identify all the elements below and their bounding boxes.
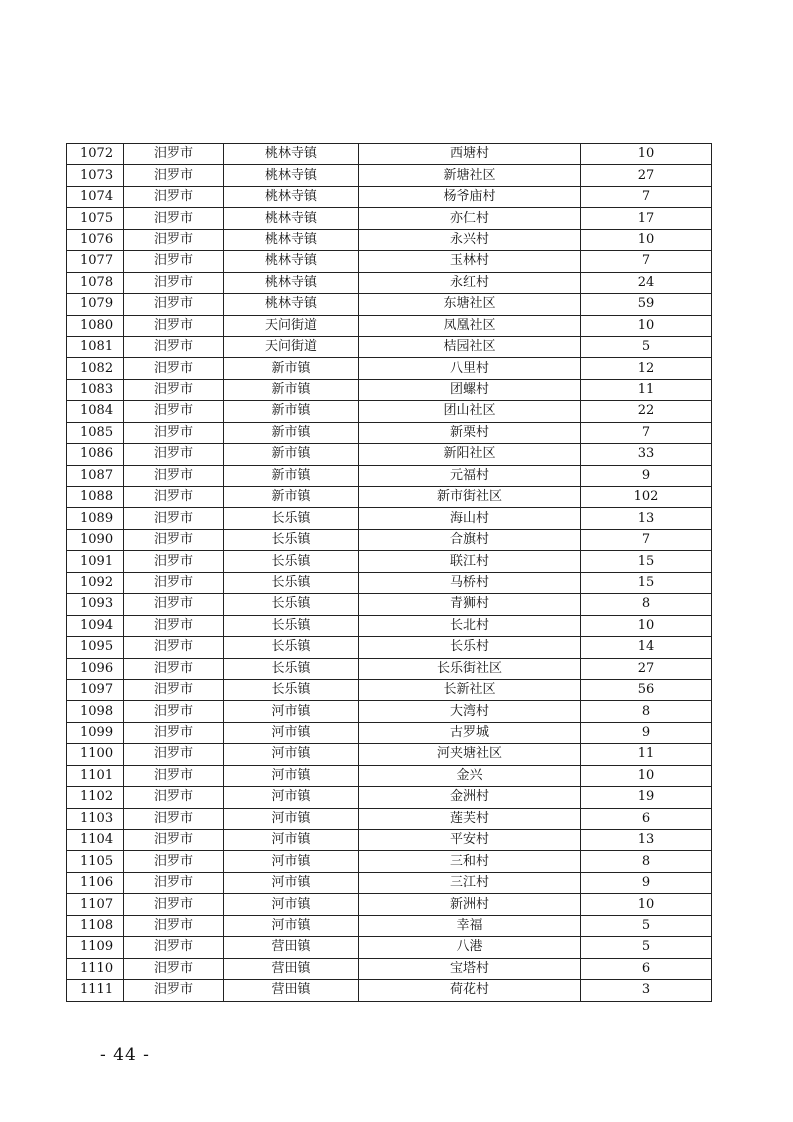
village-cell: 合旗村: [359, 529, 581, 550]
city-cell: 汨罗市: [124, 144, 224, 165]
village-cell: 三江村: [359, 872, 581, 893]
city-cell: 汨罗市: [124, 487, 224, 508]
table-row: [67, 508, 712, 529]
village-cell: 金兴: [359, 765, 581, 786]
row-number-cell: 1106: [67, 872, 124, 893]
table-row: [67, 830, 712, 851]
row-number-cell: 1087: [67, 465, 124, 486]
town-cell: 桃林寺镇: [224, 144, 359, 165]
row-number-cell: 1093: [67, 594, 124, 615]
city-cell: 汨罗市: [124, 208, 224, 229]
row-number-cell: 1104: [67, 830, 124, 851]
village-cell: 三和村: [359, 851, 581, 872]
city-cell: 汨罗市: [124, 529, 224, 550]
village-cell: 永红村: [359, 272, 581, 293]
table-row: [67, 787, 712, 808]
row-number-cell: 1075: [67, 208, 124, 229]
table-row: [67, 165, 712, 186]
village-cell: 河夹塘社区: [359, 744, 581, 765]
table-row: [67, 894, 712, 915]
count-cell: 22: [581, 401, 712, 422]
table-row: [67, 551, 712, 572]
row-number-cell: 1080: [67, 315, 124, 336]
row-number-cell: 1072: [67, 144, 124, 165]
city-cell: 汨罗市: [124, 958, 224, 979]
row-number-cell: 1092: [67, 572, 124, 593]
count-cell: 14: [581, 637, 712, 658]
count-cell: 9: [581, 465, 712, 486]
town-cell: 长乐镇: [224, 529, 359, 550]
village-cell: 元福村: [359, 465, 581, 486]
table-row: [67, 444, 712, 465]
village-cell: 金洲村: [359, 787, 581, 808]
table-row: [67, 208, 712, 229]
count-cell: 59: [581, 294, 712, 315]
village-cell: 大湾村: [359, 701, 581, 722]
city-cell: 汨罗市: [124, 572, 224, 593]
row-number-cell: 1100: [67, 744, 124, 765]
count-cell: 9: [581, 722, 712, 743]
city-cell: 汨罗市: [124, 679, 224, 700]
village-cell: 亦仁村: [359, 208, 581, 229]
count-cell: 12: [581, 358, 712, 379]
count-cell: 11: [581, 379, 712, 400]
town-cell: 营田镇: [224, 958, 359, 979]
town-cell: 河市镇: [224, 765, 359, 786]
village-cell: 荷花村: [359, 980, 581, 1001]
row-number-cell: 1091: [67, 551, 124, 572]
city-cell: 汨罗市: [124, 401, 224, 422]
village-cell: 宝塔村: [359, 958, 581, 979]
city-cell: 汨罗市: [124, 551, 224, 572]
table-row: [67, 722, 712, 743]
table-row: [67, 851, 712, 872]
village-cell: 玉林村: [359, 251, 581, 272]
table-row: [67, 915, 712, 936]
table-row: [67, 358, 712, 379]
town-cell: 新市镇: [224, 358, 359, 379]
row-number-cell: 1110: [67, 958, 124, 979]
count-cell: 24: [581, 272, 712, 293]
village-cell: 联江村: [359, 551, 581, 572]
city-cell: 汨罗市: [124, 830, 224, 851]
village-cell: 古罗城: [359, 722, 581, 743]
page-number: - 44 -: [100, 1045, 150, 1065]
city-cell: 汨罗市: [124, 379, 224, 400]
town-cell: 营田镇: [224, 937, 359, 958]
town-cell: 天问街道: [224, 315, 359, 336]
count-cell: 6: [581, 958, 712, 979]
row-number-cell: 1073: [67, 165, 124, 186]
city-cell: 汨罗市: [124, 615, 224, 636]
city-cell: 汨罗市: [124, 722, 224, 743]
count-cell: 7: [581, 251, 712, 272]
city-cell: 汨罗市: [124, 594, 224, 615]
count-cell: 13: [581, 830, 712, 851]
village-cell: 团山社区: [359, 401, 581, 422]
count-cell: 7: [581, 529, 712, 550]
row-number-cell: 1078: [67, 272, 124, 293]
city-cell: 汨罗市: [124, 894, 224, 915]
count-cell: 10: [581, 615, 712, 636]
town-cell: 河市镇: [224, 701, 359, 722]
count-cell: 15: [581, 572, 712, 593]
town-cell: 河市镇: [224, 744, 359, 765]
city-cell: 汨罗市: [124, 508, 224, 529]
count-cell: 10: [581, 894, 712, 915]
village-cell: 杨爷庙村: [359, 186, 581, 207]
table-row: [67, 615, 712, 636]
table-row: [67, 980, 712, 1001]
city-cell: 汨罗市: [124, 465, 224, 486]
town-cell: 桃林寺镇: [224, 272, 359, 293]
row-number-cell: 1083: [67, 379, 124, 400]
table-row: [67, 272, 712, 293]
town-cell: 桃林寺镇: [224, 251, 359, 272]
count-cell: 11: [581, 744, 712, 765]
village-cell: 西塘村: [359, 144, 581, 165]
town-cell: 长乐镇: [224, 594, 359, 615]
row-number-cell: 1096: [67, 658, 124, 679]
town-cell: 天问街道: [224, 336, 359, 357]
village-cell: 平安村: [359, 830, 581, 851]
town-cell: 新市镇: [224, 379, 359, 400]
count-cell: 8: [581, 594, 712, 615]
city-cell: 汨罗市: [124, 701, 224, 722]
town-cell: 新市镇: [224, 465, 359, 486]
table-body: [67, 144, 712, 1002]
city-cell: 汨罗市: [124, 937, 224, 958]
city-cell: 汨罗市: [124, 315, 224, 336]
row-number-cell: 1074: [67, 186, 124, 207]
city-cell: 汨罗市: [124, 186, 224, 207]
count-cell: 3: [581, 980, 712, 1001]
town-cell: 桃林寺镇: [224, 294, 359, 315]
village-cell: 八里村: [359, 358, 581, 379]
table-row: [67, 744, 712, 765]
count-cell: 8: [581, 701, 712, 722]
row-number-cell: 1079: [67, 294, 124, 315]
row-number-cell: 1097: [67, 679, 124, 700]
village-cell: 长乐村: [359, 637, 581, 658]
village-cell: 新栗村: [359, 422, 581, 443]
village-cell: 马桥村: [359, 572, 581, 593]
count-cell: 7: [581, 422, 712, 443]
town-cell: 河市镇: [224, 851, 359, 872]
village-cell: 莲芙村: [359, 808, 581, 829]
city-cell: 汨罗市: [124, 165, 224, 186]
village-cell: 团螺村: [359, 379, 581, 400]
row-number-cell: 1107: [67, 894, 124, 915]
town-cell: 新市镇: [224, 422, 359, 443]
city-cell: 汨罗市: [124, 444, 224, 465]
table-row: [67, 251, 712, 272]
count-cell: 10: [581, 144, 712, 165]
table-row: [67, 379, 712, 400]
table-row: [67, 529, 712, 550]
town-cell: 长乐镇: [224, 508, 359, 529]
table-row: [67, 401, 712, 422]
village-cell: 海山村: [359, 508, 581, 529]
row-number-cell: 1109: [67, 937, 124, 958]
city-cell: 汨罗市: [124, 658, 224, 679]
city-cell: 汨罗市: [124, 744, 224, 765]
count-cell: 56: [581, 679, 712, 700]
count-cell: 27: [581, 658, 712, 679]
row-number-cell: 1095: [67, 637, 124, 658]
row-number-cell: 1101: [67, 765, 124, 786]
table-row: [67, 465, 712, 486]
city-cell: 汨罗市: [124, 765, 224, 786]
village-cell: 长新社区: [359, 679, 581, 700]
village-cell: 桔园社区: [359, 336, 581, 357]
city-cell: 汨罗市: [124, 808, 224, 829]
row-number-cell: 1085: [67, 422, 124, 443]
table-row: [67, 958, 712, 979]
table-row: [67, 658, 712, 679]
row-number-cell: 1099: [67, 722, 124, 743]
row-number-cell: 1094: [67, 615, 124, 636]
row-number-cell: 1103: [67, 808, 124, 829]
city-cell: 汨罗市: [124, 637, 224, 658]
table-row: [67, 336, 712, 357]
count-cell: 102: [581, 487, 712, 508]
row-number-cell: 1090: [67, 529, 124, 550]
table-row: [67, 144, 712, 165]
count-cell: 9: [581, 872, 712, 893]
town-cell: 长乐镇: [224, 637, 359, 658]
table-row: [67, 594, 712, 615]
town-cell: 河市镇: [224, 872, 359, 893]
count-cell: 19: [581, 787, 712, 808]
city-cell: 汨罗市: [124, 251, 224, 272]
table-row: [67, 186, 712, 207]
table-row: [67, 637, 712, 658]
town-cell: 河市镇: [224, 915, 359, 936]
row-number-cell: 1111: [67, 980, 124, 1001]
count-cell: 8: [581, 851, 712, 872]
city-cell: 汨罗市: [124, 980, 224, 1001]
row-number-cell: 1081: [67, 336, 124, 357]
table-row: [67, 487, 712, 508]
town-cell: 河市镇: [224, 787, 359, 808]
table-row: [67, 315, 712, 336]
town-cell: 桃林寺镇: [224, 165, 359, 186]
table-row: [67, 872, 712, 893]
town-cell: 长乐镇: [224, 551, 359, 572]
town-cell: 新市镇: [224, 487, 359, 508]
town-cell: 长乐镇: [224, 658, 359, 679]
count-cell: 17: [581, 208, 712, 229]
town-cell: 长乐镇: [224, 615, 359, 636]
town-cell: 新市镇: [224, 401, 359, 422]
table-row: [67, 679, 712, 700]
village-cell: 新阳社区: [359, 444, 581, 465]
data-table: [66, 143, 712, 1002]
town-cell: 营田镇: [224, 980, 359, 1001]
city-cell: 汨罗市: [124, 229, 224, 250]
town-cell: 河市镇: [224, 722, 359, 743]
table-row: [67, 229, 712, 250]
count-cell: 5: [581, 937, 712, 958]
table-row: [67, 422, 712, 443]
village-cell: 东塘社区: [359, 294, 581, 315]
row-number-cell: 1108: [67, 915, 124, 936]
village-cell: 长乐街社区: [359, 658, 581, 679]
town-cell: 长乐镇: [224, 572, 359, 593]
village-cell: 新塘社区: [359, 165, 581, 186]
count-cell: 5: [581, 336, 712, 357]
village-cell: 新市街社区: [359, 487, 581, 508]
row-number-cell: 1082: [67, 358, 124, 379]
row-number-cell: 1105: [67, 851, 124, 872]
village-cell: 青狮村: [359, 594, 581, 615]
city-cell: 汨罗市: [124, 851, 224, 872]
count-cell: 15: [581, 551, 712, 572]
city-cell: 汨罗市: [124, 872, 224, 893]
row-number-cell: 1086: [67, 444, 124, 465]
village-cell: 新洲村: [359, 894, 581, 915]
town-cell: 河市镇: [224, 808, 359, 829]
row-number-cell: 1076: [67, 229, 124, 250]
row-number-cell: 1088: [67, 487, 124, 508]
table-row: [67, 808, 712, 829]
city-cell: 汨罗市: [124, 787, 224, 808]
row-number-cell: 1084: [67, 401, 124, 422]
row-number-cell: 1098: [67, 701, 124, 722]
count-cell: 5: [581, 915, 712, 936]
row-number-cell: 1077: [67, 251, 124, 272]
village-cell: 凤凰社区: [359, 315, 581, 336]
town-cell: 桃林寺镇: [224, 229, 359, 250]
village-cell: 长北村: [359, 615, 581, 636]
village-cell: 幸福: [359, 915, 581, 936]
count-cell: 7: [581, 186, 712, 207]
table-row: [67, 701, 712, 722]
row-number-cell: 1102: [67, 787, 124, 808]
city-cell: 汨罗市: [124, 294, 224, 315]
table-row: [67, 294, 712, 315]
city-cell: 汨罗市: [124, 272, 224, 293]
count-cell: 13: [581, 508, 712, 529]
table-row: [67, 765, 712, 786]
table-row: [67, 937, 712, 958]
village-cell: 永兴村: [359, 229, 581, 250]
town-cell: 长乐镇: [224, 679, 359, 700]
count-cell: 33: [581, 444, 712, 465]
table-row: [67, 572, 712, 593]
city-cell: 汨罗市: [124, 915, 224, 936]
town-cell: 新市镇: [224, 444, 359, 465]
row-number-cell: 1089: [67, 508, 124, 529]
count-cell: 27: [581, 165, 712, 186]
city-cell: 汨罗市: [124, 422, 224, 443]
city-cell: 汨罗市: [124, 336, 224, 357]
town-cell: 河市镇: [224, 830, 359, 851]
town-cell: 桃林寺镇: [224, 186, 359, 207]
town-cell: 桃林寺镇: [224, 208, 359, 229]
village-cell: 八港: [359, 937, 581, 958]
count-cell: 10: [581, 229, 712, 250]
city-cell: 汨罗市: [124, 358, 224, 379]
count-cell: 10: [581, 315, 712, 336]
count-cell: 6: [581, 808, 712, 829]
town-cell: 河市镇: [224, 894, 359, 915]
count-cell: 10: [581, 765, 712, 786]
